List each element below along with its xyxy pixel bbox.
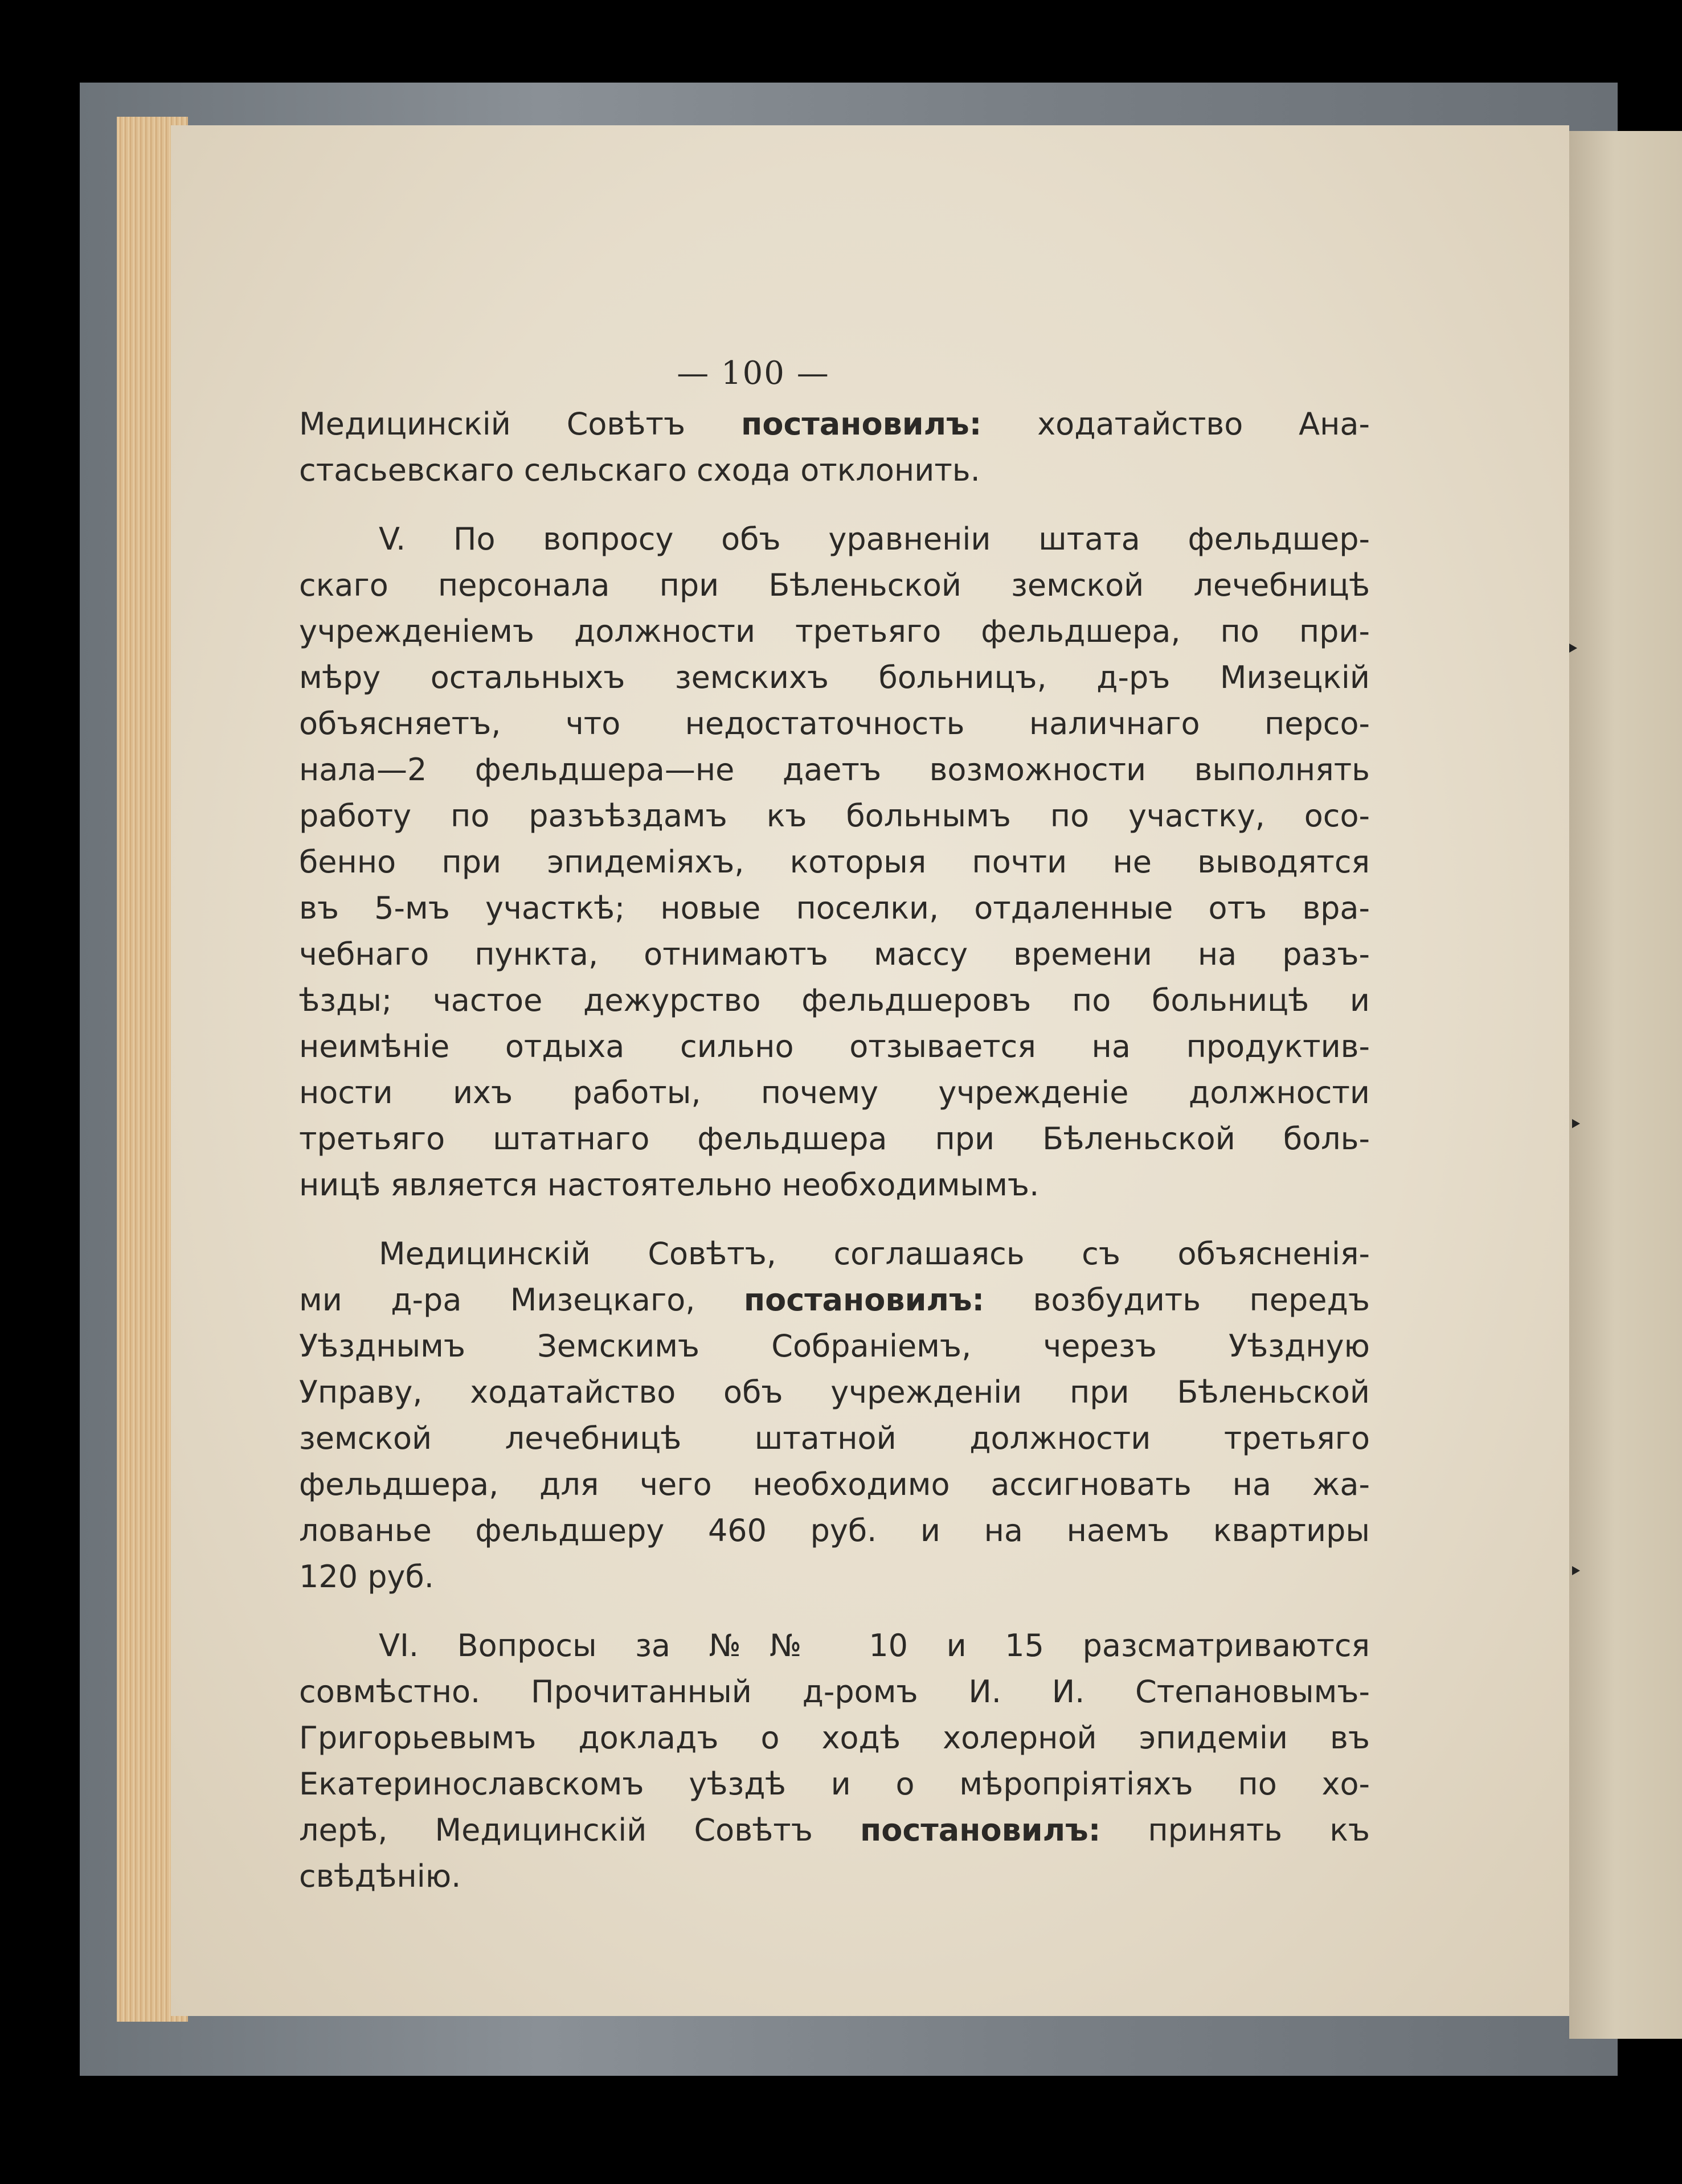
text-line: [299, 1853, 1370, 1899]
text-segment: ницѣ является настоятельно необходимымъ.: [299, 1167, 1040, 1203]
text-segment: Екатеринославскомъ уѣздѣ и о мѣропріятіяхъ по хо-: [299, 1766, 1370, 1802]
text-line: [299, 447, 1370, 493]
text-line: [299, 654, 1370, 700]
text-line: [299, 1669, 1370, 1715]
text-segment: принять къ: [1100, 1812, 1370, 1848]
ribbon-marker-icon: [1569, 644, 1577, 653]
text-line: [299, 1554, 1370, 1600]
text-line: [299, 1761, 1370, 1807]
text-line: [299, 1415, 1370, 1461]
text-segment: скаго персонала при Бѣленьской земской лечебницѣ: [299, 567, 1370, 603]
text-segment: V. По вопросу объ уравненіи штата фельдшер-: [379, 521, 1370, 557]
text-line: [299, 1369, 1370, 1415]
text-line: [299, 1162, 1370, 1208]
text-segment: лерѣ, Медицинскій Совѣтъ: [299, 1812, 860, 1848]
text-line: [299, 793, 1370, 839]
text-segment: ми д-ра Мизецкаго,: [299, 1282, 744, 1318]
text-line: [299, 1622, 1370, 1669]
text-line: [299, 516, 1370, 562]
text-segment: третьяго штатнаго фельдшера при Бѣленьской боль-: [299, 1121, 1370, 1157]
text-line: [299, 1023, 1370, 1070]
text-segment: VI. Вопросы за №№ 10 и 15 разсматриваются: [379, 1628, 1370, 1663]
text-line: [299, 977, 1370, 1023]
text-line: [299, 608, 1370, 654]
facing-page-edge: [1569, 131, 1682, 2039]
text-segment: Медицинскій Совѣтъ: [299, 406, 742, 442]
text-line: [299, 1231, 1370, 1277]
text-segment: Управу, ходатайство объ учрежденіи при Бѣленьской: [299, 1374, 1370, 1410]
text-line: [299, 931, 1370, 977]
page-number: — 100 —: [677, 355, 830, 392]
text-line: [299, 1715, 1370, 1761]
text-segment: чебнаго пункта, отнимаютъ массу времени на разъ-: [299, 936, 1370, 972]
text-line: [299, 1070, 1370, 1116]
text-segment: нала—2 фельдшера—не даетъ возможности выполнять: [299, 752, 1370, 788]
text-line: [299, 1323, 1370, 1369]
text-segment: 120 руб.: [299, 1559, 434, 1595]
text-segment: земской лечебницѣ штатной должности третьяго: [299, 1420, 1370, 1456]
text-line: [299, 1461, 1370, 1507]
paragraph-gap: [299, 1208, 1370, 1231]
paragraph-gap: [299, 1600, 1370, 1622]
text-segment: свѣдѣнію.: [299, 1858, 461, 1894]
text-segment: неимѣніе отдыха сильно отзывается на продуктив-: [299, 1029, 1370, 1064]
text-segment: учрежденіемъ должности третьяго фельдшера, по при-: [299, 613, 1370, 649]
page-text: [299, 350, 1370, 1899]
bold-keyword: постановилъ:: [743, 1282, 985, 1318]
text-line: [299, 562, 1370, 608]
text-segment: лованье фельдшеру 460 руб. и на наемъ квартиры: [299, 1513, 1370, 1548]
text-line: [299, 747, 1370, 793]
text-line: [299, 885, 1370, 931]
text-line: [299, 1116, 1370, 1162]
text-segment: бенно при эпидеміяхъ, которыя почти не выводятся: [299, 844, 1370, 880]
ribbon-marker-icon: [1572, 1566, 1580, 1575]
text-line: [299, 1277, 1370, 1323]
text-segment: возбудить передъ: [984, 1282, 1370, 1318]
text-line: [299, 401, 1370, 447]
text-body: [299, 401, 1370, 1899]
bold-keyword: постановилъ:: [741, 406, 982, 442]
text-segment: ходатайство Ана-: [981, 406, 1370, 442]
paragraph-gap: [299, 493, 1370, 516]
text-segment: работу по разъѣздамъ къ больнымъ по участку, осо-: [299, 798, 1370, 834]
text-line: [299, 700, 1370, 747]
text-segment: объясняетъ, что недостаточность наличнаго персо-: [299, 706, 1370, 741]
ribbon-marker-icon: [1572, 1119, 1580, 1128]
text-line: [299, 1507, 1370, 1554]
text-segment: мѣру остальныхъ земскихъ больницъ, д-ръ Мизецкій: [299, 659, 1370, 695]
text-segment: въ 5-мъ участкѣ; новые поселки, отдаленные отъ вра-: [299, 890, 1370, 926]
text-segment: Медицинскій Совѣтъ, соглашаясь съ объясненія-: [379, 1236, 1370, 1272]
text-segment: Уѣзднымъ Земскимъ Собраніемъ, черезъ Уѣздную: [299, 1328, 1370, 1364]
bold-keyword: постановилъ:: [860, 1812, 1101, 1848]
text-line: [299, 839, 1370, 885]
text-segment: фельдшера, для чего необходимо ассигновать на жа-: [299, 1466, 1370, 1502]
text-line: [299, 1807, 1370, 1853]
text-segment: ѣзды; частое дежурство фельдшеровъ по больницѣ и: [299, 982, 1370, 1018]
text-segment: стасьевскаго сельскаго схода отклонить.: [299, 452, 980, 488]
text-segment: совмѣстно. Прочитанный д-ромъ И. И. Степановымъ-: [299, 1674, 1370, 1710]
text-segment: ности ихъ работы, почему учрежденіе должности: [299, 1075, 1370, 1111]
text-segment: Григорьевымъ докладъ о ходѣ холерной эпидеміи въ: [299, 1720, 1370, 1756]
